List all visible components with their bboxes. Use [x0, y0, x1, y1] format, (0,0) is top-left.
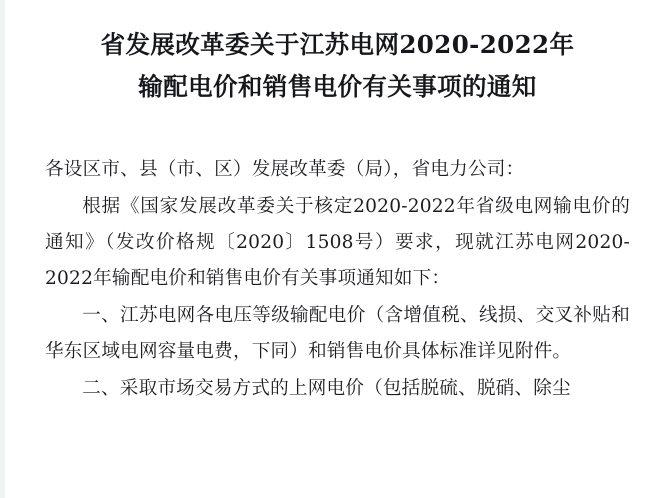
- paragraph-item-one: 一、江苏电网各电压等级输配电价（含增值税、线损、交叉补贴和华东区域电网容量电费，下同）和销售电价具体标准详见附件。: [45, 304, 630, 362]
- document-body: [45, 152, 630, 406]
- document-content: [5, 0, 670, 498]
- paragraph-recipients: 各设区市、县（市、区）发展改革委（局），省电力公司：: [45, 159, 525, 181]
- paragraph-item-two: 二、采取市场交易方式的上网电价（包括脱硫、脱硝、除尘: [82, 377, 571, 399]
- page-title-line-1: 省发展改革委关于江苏电网2020-2022年: [100, 30, 575, 59]
- paragraph-basis: 根据《国家发展改革委关于核定2020-2022年省级电网输电价的通知》（发改价格规〔2020〕1508号）要求，现就江苏电网2020-2022年输配电价和销售电价有关事项通知如下：: [45, 196, 630, 289]
- page-title: [45, 24, 630, 108]
- page-title-line-2: 输配电价和销售电价有关事项的通知: [138, 72, 537, 102]
